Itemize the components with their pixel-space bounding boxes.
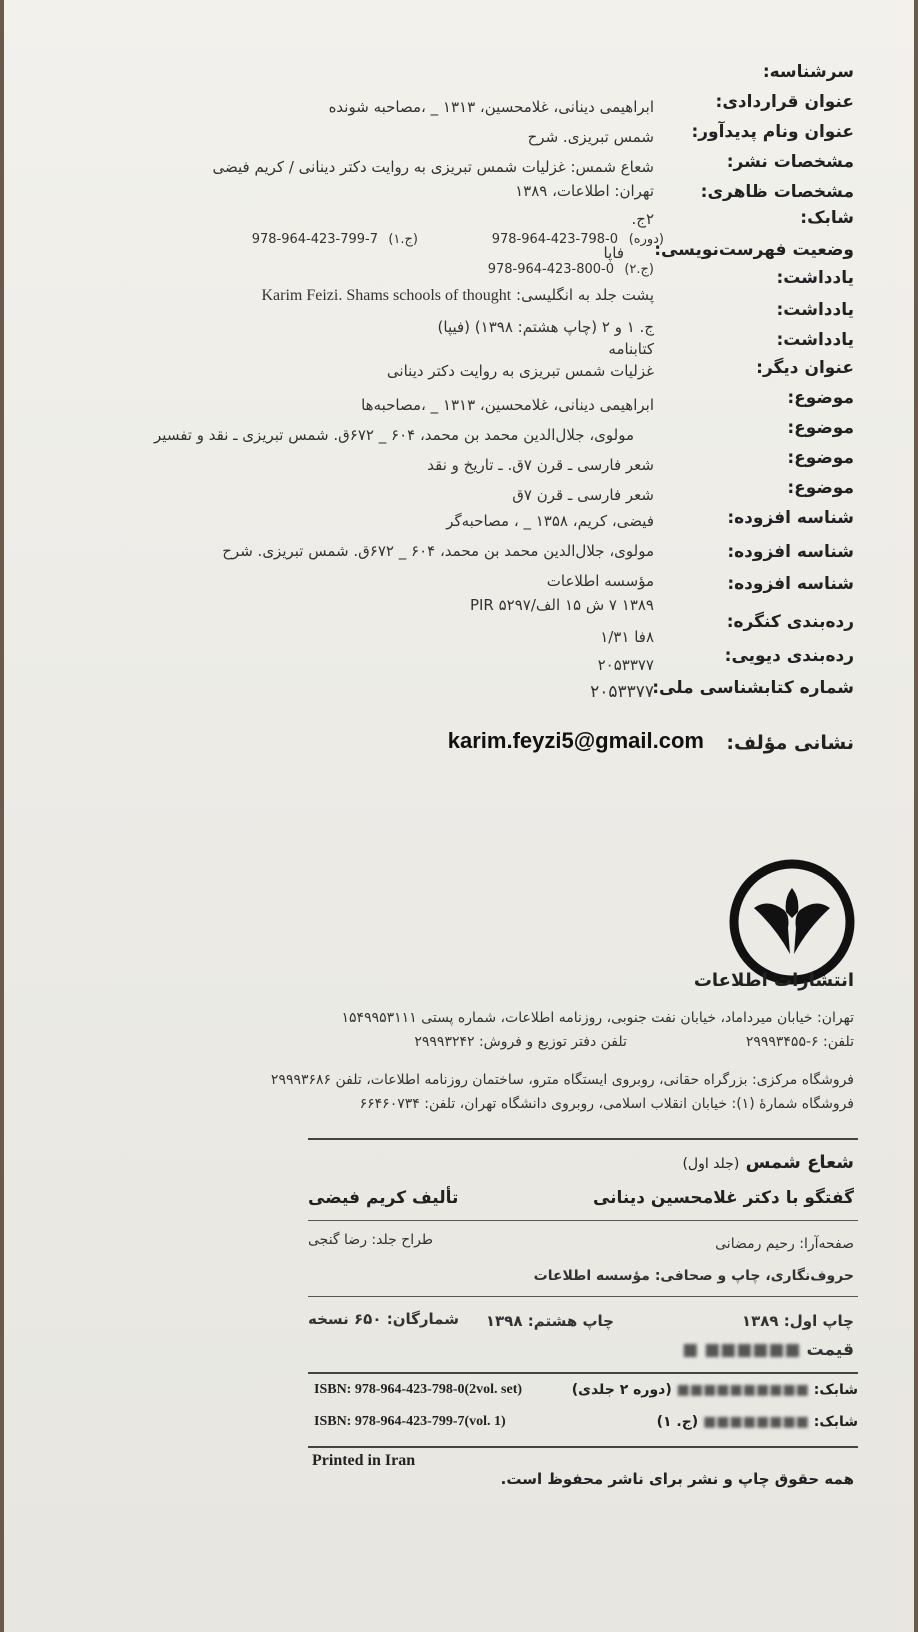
- catalog-label: موضوع:: [787, 418, 854, 438]
- catalog-value: ج. ۱ و ۲ (چاپ هشتم: ۱۳۹۸) (فیپا): [437, 318, 654, 336]
- book-title-main: شعاع شمس: [745, 1152, 854, 1173]
- phone-main: تلفن: ۶-۲۹۹۹۳۴۵۵: [745, 1034, 854, 1050]
- catalog-value: مؤسسه اطلاعات: [546, 572, 654, 590]
- isbn-label: شابک:: [813, 1414, 858, 1430]
- isbn-vol1-english: ISBN: 978-964-423-799-7(vol. 1): [314, 1414, 506, 1429]
- obscured-digits: ■■■■■■■■: [703, 1414, 809, 1430]
- isbn-set-line: [308, 1382, 858, 1406]
- catalog-label: یادداشت:: [776, 300, 854, 320]
- isbn-vol2-note: (ج.۲): [624, 262, 654, 277]
- catalog-label: یادداشت:: [776, 330, 854, 350]
- isbn-vol2: 978-964-423-800-0: [487, 262, 614, 277]
- price: [682, 1340, 854, 1360]
- catalog-value: ابراهیمی دینانی، غلامحسین، ۱۳۱۳ _ ،مصاحبه شونده: [328, 98, 654, 116]
- catalog-label: عنوان قراردادی:: [715, 92, 854, 112]
- divider: [308, 1138, 858, 1140]
- publisher-name: انتشارات اطلاعات: [693, 970, 854, 991]
- divider: [308, 1446, 858, 1448]
- catalog-value: شعر فارسی ـ قرن ۷ق: [512, 486, 654, 504]
- catalog-value: ۲۰۵۳۳۷۷: [590, 682, 654, 702]
- circulation: شمارگان: ۶۵۰ نسخه: [308, 1310, 459, 1328]
- catalog-row: [44, 508, 864, 538]
- publisher-address: تهران: خیابان میرداماد، خیابان نفت جنوبی، روزنامه اطلاعات، شماره پستی ۱۵۴۹۹۵۳۱۱۱: [341, 1010, 854, 1026]
- first-print: چاپ اول: ۱۳۸۹: [741, 1312, 854, 1330]
- isbn-vol1-persian: [657, 1414, 858, 1430]
- catalog-label: شناسه افزوده:: [727, 574, 854, 594]
- layout-credit: صفحه‌آرا: رحیم رمضانی: [715, 1236, 854, 1252]
- catalog-label: شناسه افزوده:: [727, 542, 854, 562]
- author-email-row: [304, 728, 864, 764]
- divider: [308, 1220, 858, 1221]
- catalog-row: [44, 204, 864, 234]
- author-email-label: نشانی مؤلف:: [726, 732, 854, 754]
- isbn-set-note: (دوره): [628, 232, 664, 247]
- catalog-label: سرشناسه:: [762, 62, 854, 82]
- catalog-value: مولوی، جلال‌الدین محمد بن محمد، ۶۰۴ _ ۶۷۲ق. شمس تبریزی. شرح: [222, 542, 654, 560]
- catalog-label: مشخصات ظاهری:: [700, 182, 854, 202]
- english-title: Karim Feizi. Shams schools of thought: [261, 287, 512, 304]
- isbn-note: (ج. ۱): [656, 1414, 699, 1430]
- catalog-value: ابراهیمی دینانی، غلامحسین، ۱۳۱۳ _ ،مصاحبه‌ها: [361, 396, 654, 414]
- isbn-set-persian: [572, 1382, 858, 1398]
- catalog-label: عنوان دیگر:: [756, 358, 854, 378]
- catalog-row: [44, 388, 864, 418]
- catalog-row: [44, 358, 864, 388]
- divider: [308, 1372, 858, 1374]
- catalog-row: [44, 448, 864, 478]
- catalog-label: موضوع:: [787, 448, 854, 468]
- author-email[interactable]: karim.feyzi5@gmail.com: [447, 728, 704, 753]
- catalog-row: [44, 122, 864, 152]
- catalog-value: شعاع شمس: غزلیات شمس تبریزی به روایت دکتر دینانی / کریم فیضی: [212, 158, 654, 176]
- book-volume: (جلد اول): [682, 1156, 740, 1172]
- catalog-value: غزلیات شمس تبریزی به روایت دکتر دینانی: [386, 362, 654, 380]
- catalog-row: [44, 62, 864, 92]
- catalog-value: شعر فارسی ـ قرن ۷ق. ـ تاریخ و نقد: [427, 456, 654, 474]
- catalog-value: مولوی، جلال‌الدین محمد بن محمد، ۶۰۴ _ ۶۷۲ق. شمس تبریزی ـ نقد و تفسیر: [154, 426, 634, 444]
- price-label: قیمت: [806, 1340, 854, 1360]
- catalog-label: رده‌بندی کنگره:: [726, 612, 854, 632]
- catalog-label: عنوان ونام پدیدآور:: [691, 122, 854, 142]
- divider: [308, 1296, 858, 1297]
- copyright-page: [4, 0, 914, 1632]
- isbn-vol1-line: [308, 1414, 858, 1438]
- isbn-label: شابک:: [813, 1382, 858, 1398]
- publisher-phone: [414, 1034, 854, 1050]
- catalog-label: یادداشت:: [776, 268, 854, 288]
- catalog-label: شابک:: [800, 208, 854, 228]
- catalog-label: موضوع:: [787, 478, 854, 498]
- rights-reserved: همه حقوق چاپ و نشر برای ناشر محفوظ است.: [500, 1470, 854, 1488]
- printed-in-iran: Printed in Iran: [312, 1452, 416, 1469]
- publisher-logo-icon: [728, 858, 856, 986]
- book-subtitle: گفتگو با دکتر غلامحسین دینانی: [592, 1188, 854, 1208]
- store-one: فروشگاه شمارهٔ (۱): خیابان انقلاب اسلامی، روبروی دانشگاه تهران، تلفن: ۶۶۴۶۰۷۳۴: [359, 1096, 854, 1112]
- phone-distribution: تلفن دفتر توزیع و فروش: ۲۹۹۹۳۲۴۲: [414, 1034, 627, 1050]
- catalog-value: ۸فا ۱/۳۱: [600, 628, 654, 646]
- isbn-vol1-note: (ج.۱): [388, 232, 418, 247]
- catalog-value: ۲ج.: [631, 210, 654, 228]
- book-author: تألیف کریم فیضی: [308, 1188, 459, 1208]
- printing-credit: حروف‌نگاری، چاپ و صحافی: مؤسسه اطلاعات: [533, 1268, 854, 1284]
- price-value-obscured: ■■■■■■ ■: [682, 1340, 801, 1360]
- isbn-set: 978-964-423-798-0: [491, 232, 618, 247]
- isbn-set-english: ISBN: 978-964-423-798-0(2vol. set): [314, 1382, 523, 1397]
- isbn-note: (دوره ۲ جلدی): [571, 1382, 672, 1398]
- catalog-row: [44, 542, 864, 572]
- catalog-value: فیضی، کریم، ۱۳۵۸ _ ، مصاحبه‌گر: [446, 512, 654, 530]
- catalog-row: [44, 678, 864, 708]
- catalog-label: شماره کتابشناسی ملی:: [652, 678, 854, 698]
- catalog-row: [44, 418, 864, 448]
- catalog-value: ۲۰۵۳۳۷۷: [597, 656, 654, 674]
- catalog-label: وضعیت فهرست‌نویسی:: [654, 240, 854, 260]
- catalog-value: فاپا: [603, 244, 624, 262]
- catalog-row: [44, 478, 864, 508]
- book-title: [682, 1152, 854, 1173]
- catalog-label: موضوع:: [787, 388, 854, 408]
- english-title-note: پشت جلد به انگلیسی:: [516, 286, 654, 304]
- obscured-digits: ■■■■■■■■■■: [676, 1382, 809, 1398]
- catalog-row: [44, 152, 864, 182]
- eighth-print: چاپ هشتم: ۱۳۹۸: [485, 1312, 614, 1330]
- catalog-value: تهران: اطلاعات، ۱۳۸۹: [515, 182, 654, 200]
- catalog-value: کتابنامه: [608, 340, 654, 358]
- catalog-value: شمس تبریزی. شرح: [527, 128, 654, 146]
- central-store: فروشگاه مرکزی: بزرگراه حقانی، روبروی ایستگاه مترو، ساختمان روزنامه اطلاعات، تلفن ۲۹۹۹۳۶۸۶: [270, 1072, 854, 1088]
- catalog-label: رده‌بندی دیویی:: [724, 646, 854, 666]
- catalog-label: شناسه افزوده:: [727, 508, 854, 528]
- cover-credit: طراح جلد: رضا گنجی: [308, 1232, 434, 1248]
- catalog-label: مشخصات نشر:: [726, 152, 854, 172]
- catalog-row: [44, 92, 864, 122]
- isbn-vol1: 978-964-423-799-7: [251, 232, 378, 247]
- catalog-value: ۱۳۸۹ ۷ ش ۱۵ الف/PIR ۵۲۹۷: [469, 596, 654, 614]
